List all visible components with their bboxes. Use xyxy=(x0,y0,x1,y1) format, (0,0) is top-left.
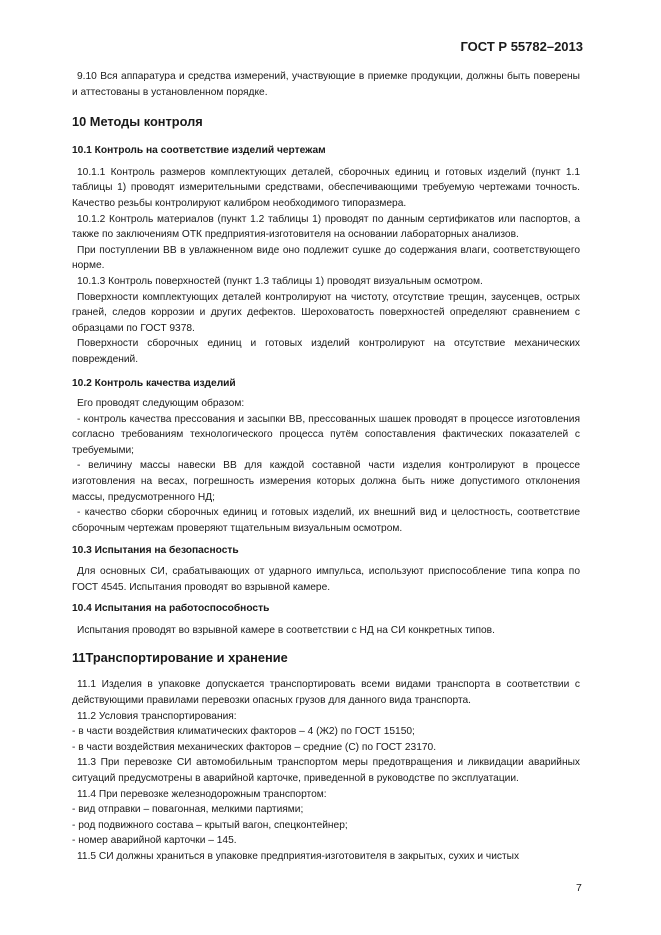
paragraph-10-1-3: 10.1.3 Контроль поверхностей (пункт 1.3 таблицы 1) проводят визуальным осмотром. xyxy=(77,275,483,287)
list-item-10-2-assembly: - качество сборки сборочных единиц и готовых изделий, их внешний вид и целостность, соответствие сборочным чертежам проверяют тщательным визуальным осмотром. xyxy=(72,507,580,534)
paragraph-11-1: 11.1 Изделия в упаковке допускается транспортировать всеми видами транспорта в соответствии с действующими правилами перевозки опасных грузов для данного вида транспорта. xyxy=(72,679,580,706)
paragraph-10-1-2-moisture: При поступлении ВВ в увлажненном виде оно подлежит сушке до содержания влаги, соответствующего норме. xyxy=(72,244,580,272)
paragraph-10-1-1: 10.1.1 Контроль размеров комплектующих деталей, сборочных единиц и готовых изделий (пункт 1.1 таблицы 1) проводят измерительными средствами, обеспечивающими требуемую чертежами точность. Качество резьбы контролируют калибром необходимого типоразмера. xyxy=(72,166,580,209)
list-item-11-4-emergency-card: - номер аварийной карточки – 145. xyxy=(72,835,237,847)
paragraph-9-10: 9.10 Вся аппаратура и средства измерений, участвующие в приемке продукции, должны быть поверены и аттестованы в установленном порядке. xyxy=(72,71,580,98)
paragraph-11-2: 11.2 Условия транспортирования: xyxy=(77,710,237,722)
list-item-10-2-mass: - величину массы навески ВВ для каждой составной части изделия контролируют в процессе изготовления на весах, погрешность измерения которых должна быть ниже допустимого отклонения массы, предусмотренного НД; xyxy=(72,460,580,503)
list-item-10-2-pressing: - контроль качества прессования и засыпки ВВ, прессованных шашек проводят в процессе изготовления согласно требованиям технологического процесса путём сопоставления фактических показателей с требуемыми; xyxy=(72,413,580,456)
list-item-11-2-mechanical: - в части воздействия механических факторов – средние (С) по ГОСТ 23170. xyxy=(72,741,437,753)
document-code-header: ГОСТ Р 55782–2013 xyxy=(460,39,583,54)
paragraph-10-2-intro: Его проводят следующим образом: xyxy=(77,398,245,410)
paragraph-11-3: 11.3 При перевозке СИ автомобильным транспортом меры предотвращения и ликвидации аварийных ситуаций предусмотрены в аварийной карточке, приведенной в руководстве по эксплуатации. xyxy=(72,757,580,784)
paragraph-10-3: Для основных СИ, срабатывающих от ударного импульса, используют приспособление типа копра по ГОСТ 4545. Испытания проводят во взрывной камере. xyxy=(72,566,580,593)
subsection-heading-10-4: 10.4 Испытания на работоспособность xyxy=(72,603,270,615)
section-heading-11: 11Транспортирование и хранение xyxy=(72,650,288,666)
subsection-heading-10-3: 10.3 Испытания на безопасность xyxy=(72,545,239,557)
list-item-11-4-rolling-stock: - род подвижного состава – крытый вагон, спецконтейнер; xyxy=(72,819,348,831)
subsection-heading-10-2: 10.2 Контроль качества изделий xyxy=(72,377,236,389)
subsection-heading-10-1: 10.1 Контроль на соответствие изделий чертежам xyxy=(72,145,326,157)
paragraph-10-1-2: 10.1.2 Контроль материалов (пункт 1.2 таблицы 1) проводят по данным сертификатов или паспортов, а также по заключениям ОТК предприятия-изготовителя на основании лабораторных анализов. xyxy=(72,213,580,241)
section-heading-10: 10 Методы контроля xyxy=(72,114,203,130)
list-item-11-4-shipment: - вид отправки – повагонная, мелкими партиями; xyxy=(72,804,304,816)
paragraph-11-4: 11.4 При перевозке железнодорожным транспортом: xyxy=(77,788,327,800)
list-item-11-2-climatic: - в части воздействия климатических факторов – 4 (Ж2) по ГОСТ 15150; xyxy=(72,726,415,738)
paragraph-10-4: Испытания проводят во взрывной камере в соответствии с НД на СИ конкретных типов. xyxy=(77,624,495,636)
page-content xyxy=(72,64,580,865)
page-number: 7 xyxy=(576,882,582,894)
paragraph-11-5: 11.5 СИ должны храниться в упаковке предприятия-изготовителя в закрытых, сухих и чистых xyxy=(77,850,520,862)
paragraph-10-1-3-components: Поверхности комплектующих деталей контролируют на чистоту, отсутствие трещин, заусенцев, острых граней, следов коррозии и других дефектов. Шероховатость поверхностей определяют сравнением с образцами по ГОСТ 9378. xyxy=(72,291,580,334)
paragraph-10-1-3-assemblies: Поверхности сборочных единиц и готовых изделий контролируют на отсутствие механических повреждений. xyxy=(72,338,580,365)
